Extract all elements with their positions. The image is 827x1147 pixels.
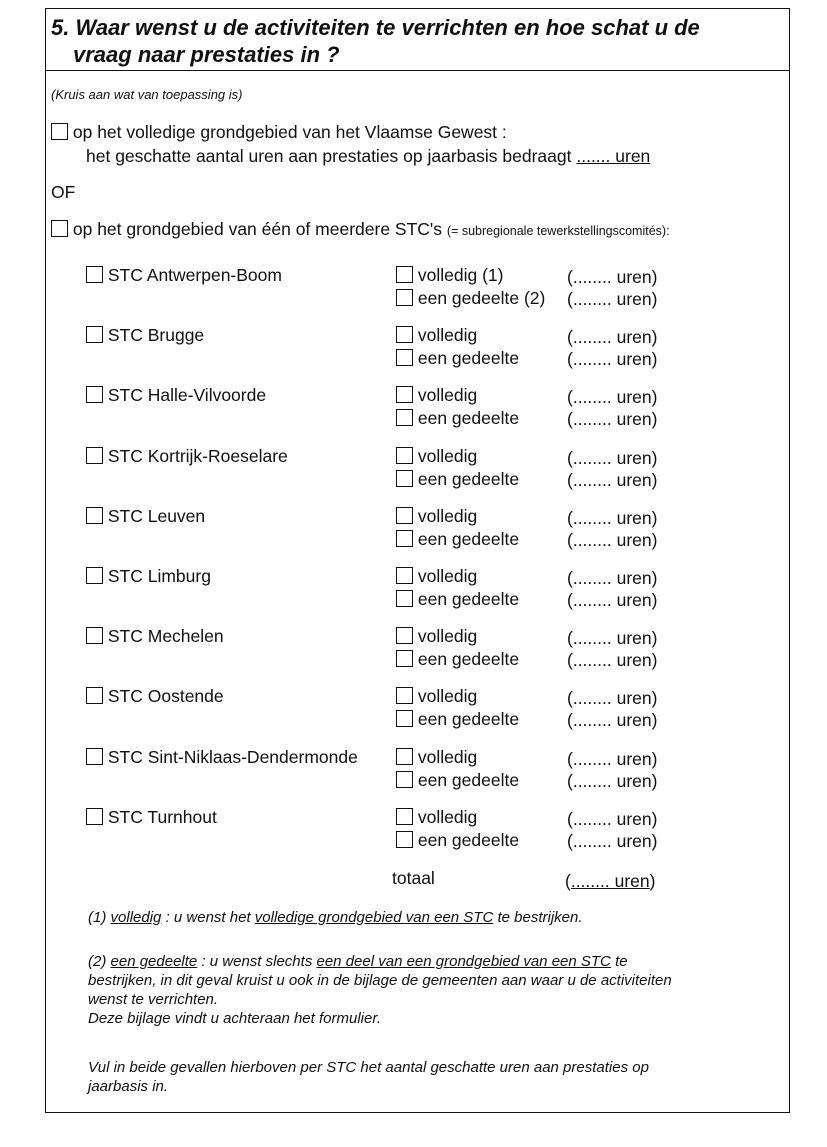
partial-hours[interactable]: (........ uren) <box>567 831 658 851</box>
stc-name: STC Sint-Niklaas-Dendermonde <box>107 747 358 767</box>
closing-note-line2: jaarbasis in. <box>88 1078 169 1095</box>
stc-checkbox[interactable] <box>86 567 103 584</box>
partial-hours[interactable]: (........ uren) <box>567 409 658 429</box>
partial-label: een gedeelte <box>417 589 520 609</box>
full-label: volledig (1) <box>417 265 504 285</box>
partial-checkbox[interactable] <box>396 470 413 487</box>
stc-option-checkbox[interactable] <box>51 220 68 237</box>
footnote-1-suffix: te bestrijken. <box>497 909 583 926</box>
partial-label: een gedeelte <box>417 770 520 790</box>
total-open: ( <box>565 871 571 891</box>
full-label: volledig <box>417 446 478 466</box>
stc-option-partial <box>396 528 519 550</box>
full-hours[interactable]: (........ uren) <box>567 508 658 528</box>
stc-option-partial <box>396 769 519 791</box>
partial-hours[interactable]: (........ uren) <box>567 771 658 791</box>
full-checkbox[interactable] <box>396 627 413 644</box>
stc-option-text: op het grondgebied van één of meerdere STC's <box>72 219 443 239</box>
full-label: volledig <box>417 385 478 405</box>
stc-option-partial <box>396 708 519 730</box>
partial-checkbox[interactable] <box>396 831 413 848</box>
stc-row <box>86 384 266 406</box>
stc-name: STC Kortrijk-Roeselare <box>107 446 288 466</box>
footnote-1-underlined: volledige grondgebied van een STC <box>254 909 494 926</box>
partial-hours[interactable]: (........ uren) <box>567 530 658 550</box>
stc-checkbox[interactable] <box>86 266 103 283</box>
full-checkbox[interactable] <box>396 748 413 765</box>
full-hours[interactable]: (........ uren) <box>567 568 658 588</box>
stc-row <box>86 505 205 527</box>
full-hours[interactable]: (........ uren) <box>567 387 658 407</box>
stc-option-partial <box>396 407 519 429</box>
section-title <box>51 14 786 68</box>
option-stc <box>51 218 670 242</box>
stc-checkbox[interactable] <box>86 808 103 825</box>
full-hours[interactable]: (........ uren) <box>567 809 658 829</box>
stc-option-partial <box>396 829 519 851</box>
footnote-2-line2: bestrijken, in dit geval kruist u ook in de bijlage de gemeenten aan waar u de activiteiten <box>88 972 672 989</box>
instruction-text: (Kruis aan wat van toepassing is) <box>51 87 243 102</box>
stc-name: STC Leuven <box>107 506 206 526</box>
footnote-2-line4: Deze bijlage vindt u achteraan het formulier. <box>88 1010 381 1027</box>
full-label: volledig <box>417 325 478 345</box>
stc-option-full <box>396 445 477 467</box>
stc-row <box>86 565 211 587</box>
partial-label: een gedeelte (2) <box>417 288 546 308</box>
stc-option-full <box>396 806 477 828</box>
stc-option-full <box>396 685 477 707</box>
full-hours[interactable]: (........ uren) <box>567 327 658 347</box>
full-checkbox[interactable] <box>396 326 413 343</box>
stc-option-full <box>396 625 477 647</box>
partial-label: een gedeelte <box>417 529 520 549</box>
full-hours[interactable]: (........ uren) <box>567 688 658 708</box>
full-hours[interactable]: (........ uren) <box>567 628 658 648</box>
full-checkbox[interactable] <box>396 567 413 584</box>
stc-checkbox[interactable] <box>86 627 103 644</box>
stc-name: STC Halle-Vilvoorde <box>107 385 267 405</box>
partial-label: een gedeelte <box>417 348 520 368</box>
stc-option-full <box>396 384 477 406</box>
stc-checkbox[interactable] <box>86 687 103 704</box>
footnote-2 <box>88 952 778 1028</box>
title-divider <box>45 70 790 71</box>
full-checkbox[interactable] <box>396 507 413 524</box>
footnote-2-underlined: een deel van een grondgebied van een STC <box>316 953 611 970</box>
stc-option-small: (= subregionale tewerkstellingscomités): <box>446 224 670 238</box>
partial-hours[interactable]: (........ uren) <box>567 289 658 309</box>
footnote-2-mid: : u wenst slechts <box>201 953 313 970</box>
stc-row <box>86 445 288 467</box>
footnote-1-mid: : u wenst het <box>165 909 251 926</box>
partial-hours[interactable]: (........ uren) <box>567 710 658 730</box>
full-checkbox[interactable] <box>396 266 413 283</box>
section-title-line2: vraag naar prestaties in ? <box>73 42 340 67</box>
partial-checkbox[interactable] <box>396 289 413 306</box>
stc-name: STC Limburg <box>107 566 211 586</box>
partial-label: een gedeelte <box>417 408 520 428</box>
section-title-line1: 5. Waar wenst u de activiteiten te verrichten en hoe schat u de <box>51 15 700 40</box>
stc-checkbox[interactable] <box>86 748 103 765</box>
partial-checkbox[interactable] <box>396 409 413 426</box>
closing-note <box>88 1058 778 1096</box>
stc-checkbox[interactable] <box>86 386 103 403</box>
stc-name: STC Brugge <box>107 325 205 345</box>
closing-note-line1: Vul in beide gevallen hierboven per STC het aantal geschatte uren aan prestaties op <box>88 1059 649 1076</box>
stc-name: STC Antwerpen-Boom <box>107 265 282 285</box>
region-line1: op het volledige grondgebied van het Vlaamse Gewest : <box>72 122 507 142</box>
partial-checkbox[interactable] <box>396 710 413 727</box>
footnote-2-line3: wenst te verrichten. <box>88 991 219 1008</box>
stc-option-full <box>396 324 477 346</box>
stc-checkbox[interactable] <box>86 326 103 343</box>
total-blank[interactable]: ........ uren <box>570 871 650 891</box>
full-checkbox[interactable] <box>396 386 413 403</box>
stc-option-partial <box>396 287 545 309</box>
stc-name: STC Turnhout <box>107 807 217 827</box>
full-label: volledig <box>417 807 478 827</box>
full-label: volledig <box>417 686 478 706</box>
region-checkbox[interactable] <box>51 123 68 140</box>
stc-row <box>86 746 358 768</box>
total-close: ) <box>649 871 656 891</box>
partial-checkbox[interactable] <box>396 530 413 547</box>
stc-row <box>86 625 224 647</box>
partial-label: een gedeelte <box>417 830 520 850</box>
full-label: volledig <box>417 626 478 646</box>
footnote-2-suffix: te <box>615 953 628 970</box>
option-region <box>51 121 507 143</box>
region-hours-blank[interactable]: ....... uren <box>576 146 651 166</box>
partial-hours[interactable]: (........ uren) <box>567 590 658 610</box>
footnote-1-prefix: (1) <box>88 909 107 926</box>
total-label: totaal <box>392 868 435 888</box>
form-section-frame <box>45 8 790 1113</box>
full-checkbox[interactable] <box>396 808 413 825</box>
stc-row <box>86 806 217 828</box>
stc-option-full <box>396 565 477 587</box>
stc-option-partial <box>396 648 519 670</box>
partial-checkbox[interactable] <box>396 349 413 366</box>
stc-row <box>86 324 204 346</box>
region-hours-line <box>86 145 650 167</box>
stc-checkbox[interactable] <box>86 447 103 464</box>
full-label: volledig <box>417 506 478 526</box>
stc-option-full <box>396 505 477 527</box>
full-hours[interactable]: (........ uren) <box>567 448 658 468</box>
full-hours[interactable]: (........ uren) <box>567 267 658 287</box>
full-label: volledig <box>417 747 478 767</box>
partial-label: een gedeelte <box>417 469 520 489</box>
full-checkbox[interactable] <box>396 687 413 704</box>
footnote-2-term: een gedeelte <box>110 953 198 970</box>
stc-option-full <box>396 264 503 286</box>
partial-hours[interactable]: (........ uren) <box>567 349 658 369</box>
stc-option-partial <box>396 588 519 610</box>
stc-name: STC Mechelen <box>107 626 224 646</box>
partial-checkbox[interactable] <box>396 771 413 788</box>
partial-checkbox[interactable] <box>396 590 413 607</box>
partial-hours[interactable]: (........ uren) <box>567 470 658 490</box>
footnote-2-prefix: (2) <box>88 953 107 970</box>
partial-checkbox[interactable] <box>396 650 413 667</box>
total-hours <box>565 870 655 892</box>
stc-name: STC Oostende <box>107 686 224 706</box>
stc-option-partial <box>396 468 519 490</box>
full-checkbox[interactable] <box>396 447 413 464</box>
footnote-1-term: volledig <box>110 909 162 926</box>
full-label: volledig <box>417 566 478 586</box>
or-label: OF <box>51 182 76 202</box>
partial-label: een gedeelte <box>417 649 520 669</box>
stc-checkbox[interactable] <box>86 507 103 524</box>
stc-row <box>86 264 282 286</box>
stc-row <box>86 685 224 707</box>
stc-option-partial <box>396 347 519 369</box>
full-hours[interactable]: (........ uren) <box>567 749 658 769</box>
partial-label: een gedeelte <box>417 709 520 729</box>
footnote-1 <box>88 908 778 927</box>
stc-option-full <box>396 746 477 768</box>
partial-hours[interactable]: (........ uren) <box>567 650 658 670</box>
region-hours-prefix: het geschatte aantal uren aan prestaties op jaarbasis bedraagt <box>86 146 572 166</box>
